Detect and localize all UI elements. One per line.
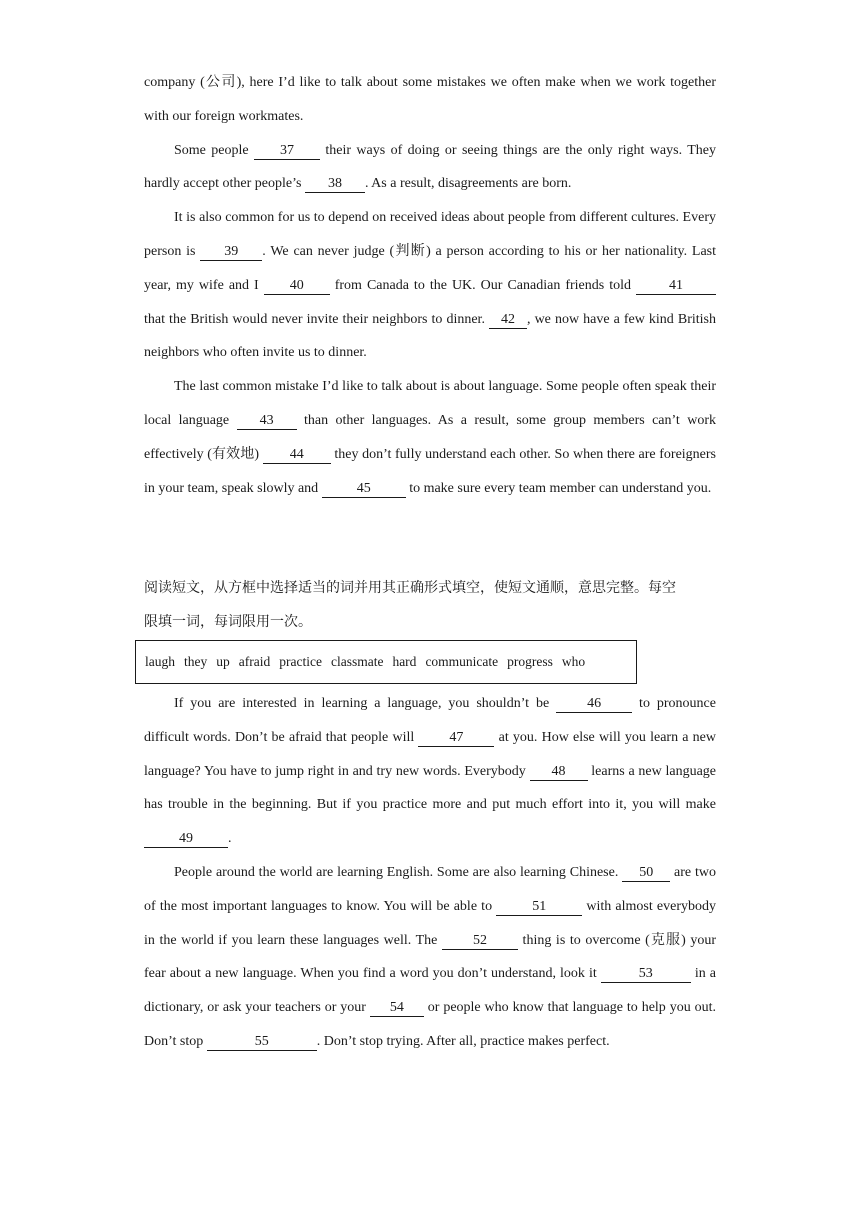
chinese-gloss: 判断	[394, 242, 427, 259]
text: ) your fear about a new language. When you find a word you don’t understand, look it	[144, 932, 716, 982]
passage-2-paragraph-2	[144, 856, 716, 1059]
text: .	[228, 831, 232, 847]
text: If you are interested in learning a language, you shouldn’t be	[174, 696, 557, 711]
word-bank-item: practice	[279, 654, 322, 669]
section-instructions	[144, 572, 716, 640]
blank-51[interactable]: 51	[496, 898, 582, 916]
text: are two of the most important languages to know. You will be able to	[144, 864, 716, 914]
text: People around the world are learning English. Some are also learning Chinese.	[174, 864, 623, 880]
text: they don’t fully understand each other. So when there are foreigners in your team, speak slowly and	[144, 446, 716, 496]
passage-2-paragraph-1	[144, 687, 716, 856]
text: from Canada to the UK. Our Canadian friends told	[329, 277, 636, 293]
blank-40[interactable]: 40	[264, 277, 330, 295]
blank-45[interactable]: 45	[322, 480, 406, 498]
text: at you. How else will you learn a new language? You have to jump right in and try new words. Everybody	[144, 729, 716, 779]
text: company (	[144, 75, 205, 90]
text: thing is to overcome (	[517, 932, 650, 948]
word-bank-item: progress	[507, 654, 553, 669]
blank-46[interactable]: 46	[556, 695, 632, 713]
chinese-gloss: 有效地	[211, 445, 255, 462]
blank-47[interactable]: 47	[418, 729, 494, 747]
chinese-gloss: 公司	[204, 74, 237, 90]
text: to pronounce difficult words. Don’t be afraid that people will	[144, 696, 716, 745]
instructions-line-2: 限填一词，每词限用一次。	[144, 613, 312, 630]
instructions-line-1: 阅读短文，从方框中选择适当的词并用其正确形式填空，使短文通顺，意思完整。每空	[144, 580, 676, 596]
passage-2	[144, 687, 716, 1059]
passage-1-paragraph-1	[144, 66, 716, 134]
blank-53[interactable]: 53	[601, 965, 691, 983]
text: with almost everybody in the world if you learn these languages well. The	[144, 898, 717, 948]
text: , we now have a few kind British neighbors who often invite us to dinner.	[144, 311, 716, 361]
passage-1-paragraph-2	[144, 134, 716, 202]
text: . We can never judge (	[262, 243, 395, 259]
word-bank-item: hard	[392, 654, 417, 669]
blank-37[interactable]: 37	[254, 142, 320, 160]
text: that the British would never invite their neighbors to dinner.	[144, 311, 490, 327]
word-bank-item: afraid	[238, 654, 271, 669]
blank-54[interactable]: 54	[370, 999, 424, 1017]
chinese-gloss: 克服	[649, 931, 682, 948]
text: than other languages. As a result, some group members can’t work effectively (	[144, 412, 717, 462]
text: . Don’t stop trying. After all, practice makes perfect.	[316, 1033, 610, 1049]
word-bank-item: communicate	[425, 654, 499, 669]
word-bank-item: they	[184, 654, 208, 669]
blank-41[interactable]: 41	[636, 277, 716, 295]
word-bank-item: classmate	[330, 654, 384, 669]
word-bank-item: who	[561, 654, 586, 669]
text: or people who know that language to help you out. Don’t stop	[144, 1000, 717, 1049]
word-bank-item: laugh	[145, 654, 175, 669]
passage-1-paragraph-4	[144, 370, 716, 505]
text: )	[254, 446, 263, 462]
text: in a dictionary, or ask your teachers or your	[144, 966, 716, 1016]
blank-49[interactable]: 49	[144, 830, 228, 848]
text: . As a result, disagreements are born.	[364, 176, 572, 192]
text: ), here I’d like to talk about some mistakes we often make when we work together with our foreign workmates.	[144, 75, 716, 124]
word-bank-item: up	[216, 654, 230, 669]
passage-1	[144, 66, 716, 505]
text: Some people	[174, 142, 254, 158]
text: learns a new language has trouble in the beginning. But if you practice more and put much effort into it, you will make	[144, 763, 717, 813]
text: to make sure every team member can understand you.	[405, 480, 712, 496]
text: their ways of doing or seeing things are the only right ways. They hardly accept other people’s	[144, 142, 716, 192]
blank-42[interactable]: 42	[489, 311, 527, 329]
blank-52[interactable]: 52	[442, 932, 518, 950]
text: ) a person according to his or her nationality. Last year, my wife and I	[144, 243, 717, 293]
blank-38[interactable]: 38	[305, 175, 365, 193]
text: It is also common for us to depend on received ideas about people from different cultures. Every person is	[144, 210, 716, 259]
text: The last common mistake I’d like to talk about is about language. Some people often speak their local language	[144, 379, 716, 428]
blank-39[interactable]: 39	[200, 243, 262, 261]
blank-55[interactable]: 55	[207, 1033, 317, 1051]
blank-50[interactable]: 50	[622, 864, 670, 882]
passage-1-paragraph-3	[144, 201, 716, 370]
blank-48[interactable]: 48	[530, 763, 588, 781]
blank-43[interactable]: 43	[237, 412, 297, 430]
word-bank-box	[135, 640, 637, 684]
blank-44[interactable]: 44	[263, 446, 331, 464]
